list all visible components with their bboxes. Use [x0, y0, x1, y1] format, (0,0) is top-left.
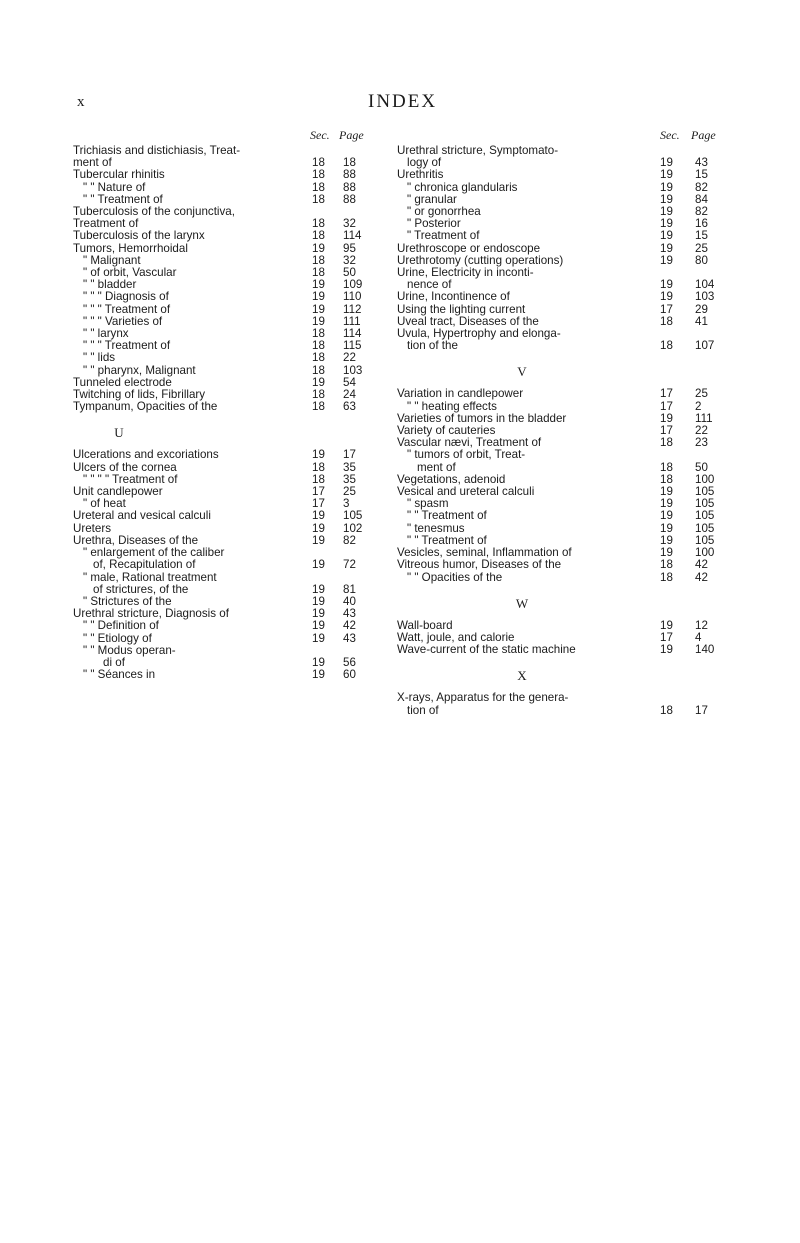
- entry-text: Urethroscope or endoscope: [397, 241, 541, 255]
- entry-page: 17: [343, 448, 356, 462]
- index-entry: [397, 449, 735, 461]
- entry-text: di of: [103, 655, 125, 669]
- right-column: [397, 128, 735, 717]
- entry-text: " " larynx: [83, 327, 129, 341]
- entry-page: 80: [695, 253, 708, 267]
- entry-section: 19: [660, 411, 673, 425]
- index-entry: [397, 510, 735, 522]
- entry-text: " tenesmus: [407, 521, 465, 535]
- entry-section: 19: [312, 607, 325, 621]
- entry-page: 25: [695, 387, 708, 401]
- entry-page: 41: [695, 314, 708, 328]
- entry-text: " chronica glandularis: [407, 180, 518, 194]
- entry-page: 82: [343, 533, 356, 547]
- entry-page: 88: [343, 192, 356, 206]
- entry-text: nence of: [407, 278, 452, 292]
- entry-text: " granular: [407, 192, 457, 206]
- entry-page: 40: [343, 594, 356, 608]
- entry-text: of, Recapitulation of: [93, 558, 196, 572]
- entry-page: 102: [343, 521, 363, 535]
- entry-page: 110: [343, 290, 362, 304]
- entry-text: " " " Varieties of: [83, 314, 163, 328]
- entry-page: 35: [343, 472, 356, 486]
- section-letter: V: [517, 364, 527, 380]
- entry-section: 19: [312, 509, 325, 523]
- entry-text: Ureters: [73, 521, 112, 535]
- entry-section: 18: [312, 351, 325, 365]
- entry-section: 18: [312, 363, 325, 377]
- entry-page: 15: [695, 168, 708, 182]
- entry-section: 19: [312, 619, 325, 633]
- index-entry: [73, 243, 409, 255]
- index-entry: [397, 340, 735, 352]
- entry-text: " " Séances in: [83, 668, 156, 682]
- entry-text: Urine, Electricity in inconti-: [397, 266, 534, 280]
- entry-page: 104: [695, 278, 715, 292]
- entry-text: ment of: [73, 156, 112, 170]
- entry-section: 19: [660, 290, 673, 304]
- entry-page: 18: [343, 156, 356, 170]
- entry-page: 29: [695, 302, 708, 316]
- entry-page: 63: [343, 400, 356, 414]
- entry-page: 25: [343, 485, 356, 499]
- entry-section: 19: [660, 533, 673, 547]
- entry-page: 56: [343, 655, 356, 669]
- entry-page: 107: [695, 339, 715, 353]
- page-title: INDEX: [368, 91, 438, 112]
- entry-text: " " Modus operan-: [83, 643, 176, 657]
- entry-section: 18: [660, 472, 673, 486]
- entry-section: 19: [312, 582, 325, 596]
- entry-text: " " Definition of: [83, 619, 159, 633]
- entry-text: Urethral stricture, Diagnosis of: [73, 607, 229, 621]
- entry-page: 105: [695, 485, 715, 499]
- entry-page: 109: [343, 278, 363, 292]
- index-entry: [397, 243, 735, 255]
- entry-text: " " Treatment of: [407, 533, 487, 547]
- entry-page: 100: [695, 546, 715, 560]
- entry-section: 18: [312, 217, 325, 231]
- entry-page: 72: [343, 558, 356, 572]
- entry-page: 32: [343, 217, 356, 231]
- left-entries: [73, 145, 409, 681]
- entry-section: 19: [312, 631, 325, 645]
- entry-section: 18: [660, 339, 673, 353]
- entry-section: 18: [312, 229, 325, 243]
- entry-section: 19: [312, 241, 325, 255]
- entry-text: Urethral stricture, Symptomato-: [397, 144, 559, 157]
- page-heading: Page: [691, 128, 716, 142]
- entry-section: 18: [312, 460, 325, 474]
- entry-text: logy of: [407, 156, 442, 170]
- entry-page: 24: [343, 388, 356, 402]
- entry-text: Varieties of tumors in the bladder: [397, 411, 567, 425]
- entry-page: 82: [695, 180, 708, 194]
- entry-text: " " Treatment of: [83, 192, 163, 206]
- index-entry: [73, 169, 409, 181]
- entry-page: 111: [695, 411, 713, 425]
- entry-section: 19: [660, 643, 673, 657]
- entry-section: 19: [660, 229, 673, 243]
- entry-section: 17: [660, 630, 673, 644]
- entry-section: 19: [660, 497, 673, 511]
- index-entry: [73, 669, 409, 681]
- entry-text: Tuberculosis of the larynx: [73, 229, 205, 243]
- entry-page: 3: [343, 497, 350, 511]
- entry-page: 22: [695, 424, 708, 438]
- entry-text: Treatment of: [73, 217, 139, 231]
- sec-heading: Sec.: [660, 128, 680, 142]
- index-entry: [73, 230, 409, 242]
- entry-page: 105: [343, 509, 363, 523]
- entry-section: 19: [312, 314, 325, 328]
- entry-text: " " Treatment of: [407, 509, 487, 523]
- index-entry: [73, 291, 409, 303]
- entry-page: 88: [343, 168, 356, 182]
- entry-page: 95: [343, 241, 356, 255]
- entry-section: 19: [660, 253, 673, 267]
- index-entry: [397, 644, 735, 656]
- index-entry: [397, 388, 735, 400]
- column-header: [73, 128, 409, 145]
- section-letter: U: [114, 425, 124, 441]
- entry-section: 18: [312, 253, 325, 267]
- entry-page: 103: [695, 290, 715, 304]
- entry-page: 42: [695, 570, 708, 584]
- entry-section: 19: [312, 655, 325, 669]
- entry-page: 114: [343, 327, 362, 341]
- sec-heading: Sec.: [310, 128, 330, 142]
- section-letter: X: [517, 668, 527, 684]
- entry-text: Ulcers of the cornea: [73, 460, 177, 474]
- index-entry: [397, 169, 735, 181]
- right-entries: [397, 145, 735, 717]
- entry-text: X-rays, Apparatus for the genera-: [397, 691, 569, 705]
- entry-text: Vesical and ureteral calculi: [397, 485, 535, 499]
- entry-text: Watt, joule, and calorie: [397, 630, 515, 644]
- entry-text: Using the lighting current: [397, 302, 526, 316]
- entry-text: " " " Diagnosis of: [83, 290, 169, 304]
- entry-section: 18: [312, 180, 325, 194]
- index-entry: [73, 145, 409, 157]
- entry-text: " enlargement of the caliber: [83, 546, 225, 560]
- entry-text: Unit candlepower: [73, 485, 163, 499]
- entry-section: 18: [660, 558, 673, 572]
- index-entry: [397, 705, 735, 717]
- entry-section: 18: [312, 388, 325, 402]
- entry-text: Tympanum, Opacities of the: [73, 400, 218, 414]
- entry-section: 18: [312, 266, 325, 280]
- entry-page: 84: [695, 192, 708, 206]
- entry-text: Urethritis: [397, 168, 444, 182]
- entry-section: 19: [660, 217, 673, 231]
- entry-section: 19: [312, 290, 325, 304]
- left-column: [73, 128, 409, 681]
- entry-page: 43: [343, 631, 356, 645]
- entry-text: Trichiasis and distichiasis, Treat-: [73, 144, 241, 157]
- entry-section: 19: [312, 533, 325, 547]
- entry-page: 100: [695, 472, 715, 486]
- entry-page: 23: [695, 436, 708, 450]
- entry-page: 42: [343, 619, 356, 633]
- entry-section: 18: [312, 400, 325, 414]
- entry-page: 15: [695, 229, 708, 243]
- entry-text: Wall-board: [397, 618, 453, 632]
- entry-page: 88: [343, 180, 356, 194]
- entry-page: 54: [343, 375, 356, 389]
- entry-section: 19: [660, 509, 673, 523]
- entry-text: Vesicles, seminal, Inflammation of: [397, 546, 572, 560]
- entry-text: " " pharynx, Malignant: [83, 363, 196, 377]
- entry-section: 18: [312, 156, 325, 170]
- entry-text: Vegetations, adenoid: [397, 472, 506, 486]
- entry-text: " spasm: [407, 497, 449, 511]
- entry-text: tion of: [407, 703, 439, 717]
- entry-text: " " Opacities of the: [407, 570, 503, 584]
- entry-text: Twitching of lids, Fibrillary: [73, 388, 206, 402]
- index-entry: [397, 145, 735, 157]
- entry-text: Uveal tract, Diseases of the: [397, 314, 539, 328]
- entry-page: 115: [343, 339, 362, 353]
- entry-text: " Strictures of the: [83, 594, 172, 608]
- entry-text: Ulcerations and excoriations: [73, 448, 219, 462]
- index-entry: [397, 559, 735, 571]
- section-letter: W: [515, 595, 529, 611]
- entry-text: ment of: [417, 460, 456, 474]
- entry-text: " " bladder: [83, 278, 137, 292]
- entry-section: 18: [660, 436, 673, 450]
- entry-section: 17: [660, 399, 673, 413]
- entry-page: 16: [695, 217, 708, 231]
- entry-section: 17: [312, 485, 325, 499]
- entry-text: Ureteral and vesical calculi: [73, 509, 211, 523]
- page-heading: Page: [339, 128, 364, 142]
- entry-section: 17: [660, 302, 673, 316]
- entry-text: " " " Treatment of: [83, 339, 171, 353]
- entry-page: 140: [695, 643, 715, 657]
- entry-page: 50: [695, 460, 708, 474]
- entry-text: Urine, Incontinence of: [397, 290, 510, 304]
- index-entry: [73, 182, 409, 194]
- entry-text: Wave-current of the static machine: [397, 643, 576, 657]
- index-entry: [397, 572, 735, 584]
- entry-section: 19: [660, 521, 673, 535]
- entry-page: 105: [695, 521, 715, 535]
- index-entry: [73, 449, 409, 461]
- entry-text: Tubercular rhinitis: [73, 168, 165, 182]
- entry-section: 18: [312, 192, 325, 206]
- entry-section: 19: [312, 448, 325, 462]
- entry-page: 17: [695, 703, 708, 717]
- entry-text: " " Etiology of: [83, 631, 152, 645]
- index-entry: [397, 230, 735, 242]
- entry-page: 22: [343, 351, 356, 365]
- entry-page: 42: [695, 558, 708, 572]
- index-entry: [73, 401, 409, 413]
- entry-text: " " Nature of: [83, 180, 146, 194]
- entry-page: 25: [695, 241, 708, 255]
- entry-text: " of orbit, Vascular: [83, 266, 177, 280]
- entry-page: 32: [343, 253, 356, 267]
- index-entry: [73, 510, 409, 522]
- entry-section: 19: [660, 485, 673, 499]
- entry-text: Urethra, Diseases of the: [73, 533, 199, 547]
- entry-text: " tumors of orbit, Treat-: [407, 448, 526, 462]
- entry-text: " Malignant: [83, 253, 141, 267]
- entry-text: " Posterior: [407, 217, 461, 231]
- entry-section: 19: [660, 180, 673, 194]
- entry-page: 2: [695, 399, 702, 413]
- entry-section: 19: [660, 205, 673, 219]
- entry-text: Variation in candlepower: [397, 387, 524, 401]
- entry-text: " " " " Treatment of: [83, 472, 178, 486]
- entry-section: 19: [312, 375, 325, 389]
- index-entry: [397, 182, 735, 194]
- entry-section: 19: [312, 302, 325, 316]
- entry-section: 18: [660, 570, 673, 584]
- index-entry: [73, 572, 409, 584]
- entry-page: 60: [343, 668, 356, 682]
- index-entry: [73, 633, 409, 645]
- entry-text: Vitreous humor, Diseases of the: [397, 558, 562, 572]
- entry-text: " " " Treatment of: [83, 302, 171, 316]
- entry-text: " or gonorrhea: [407, 205, 481, 219]
- entry-section: 17: [312, 497, 325, 511]
- page-number: x: [77, 94, 86, 110]
- entry-section: 19: [660, 546, 673, 560]
- entry-page: 105: [695, 509, 715, 523]
- entry-text: Vascular nævi, Treatment of: [397, 436, 542, 450]
- entry-section: 18: [312, 339, 325, 353]
- entry-page: 103: [343, 363, 363, 377]
- entry-section: 18: [660, 460, 673, 474]
- entry-section: 19: [660, 241, 673, 255]
- entry-section: 18: [312, 472, 325, 486]
- index-entry: [397, 157, 735, 169]
- entry-text: Tumors, Hemorrhoidal: [73, 241, 188, 255]
- index-entry: [73, 304, 409, 316]
- entry-text: " Treatment of: [407, 229, 480, 243]
- entry-section: 17: [660, 387, 673, 401]
- entry-text: Tuberculosis of the conjunctiva,: [73, 205, 235, 219]
- column-header: [397, 128, 735, 145]
- entry-page: 43: [695, 156, 708, 170]
- entry-section: 19: [660, 618, 673, 632]
- entry-page: 105: [695, 497, 715, 511]
- entry-page: 111: [343, 314, 361, 328]
- entry-text: tion of the: [407, 339, 458, 353]
- entry-section: 19: [660, 192, 673, 206]
- entry-section: 19: [312, 594, 325, 608]
- entry-text: Uvula, Hypertrophy and elonga-: [397, 327, 561, 341]
- entry-section: 18: [660, 314, 673, 328]
- entry-text: of strictures, of the: [93, 582, 189, 596]
- entry-text: Urethrotomy (cutting operations): [397, 253, 564, 267]
- index-entry: [73, 559, 409, 571]
- entry-section: 18: [312, 327, 325, 341]
- entry-text: " " lids: [83, 351, 116, 365]
- entry-text: " male, Rational treatment: [83, 570, 217, 584]
- entry-page: 82: [695, 205, 708, 219]
- index-entry: [397, 304, 735, 316]
- index-entry: [73, 352, 409, 364]
- entry-section: 19: [312, 521, 325, 535]
- entry-section: 17: [660, 424, 673, 438]
- entry-page: 12: [695, 618, 708, 632]
- entry-section: 19: [312, 668, 325, 682]
- entry-text: Tunneled electrode: [73, 375, 172, 389]
- entry-section: 19: [660, 156, 673, 170]
- entry-page: 112: [343, 302, 362, 316]
- index-entry: [73, 340, 409, 352]
- entry-section: 18: [660, 703, 673, 717]
- entry-section: 19: [312, 278, 325, 292]
- index-entry: [397, 692, 735, 704]
- entry-section: 18: [312, 168, 325, 182]
- entry-section: 19: [660, 168, 673, 182]
- entry-page: 43: [343, 607, 356, 621]
- entry-page: 4: [695, 630, 702, 644]
- entry-page: 114: [343, 229, 362, 243]
- entry-text: Variety of cauteries: [397, 424, 496, 438]
- index-entry: [73, 620, 409, 632]
- index-entry: [397, 291, 735, 303]
- entry-section: 19: [312, 558, 325, 572]
- entry-text: " " heating effects: [407, 399, 497, 413]
- entry-text: " of heat: [83, 497, 126, 511]
- entry-page: 81: [343, 582, 356, 596]
- entry-section: 19: [660, 278, 673, 292]
- entry-page: 35: [343, 460, 356, 474]
- entry-page: 105: [695, 533, 715, 547]
- entry-page: 50: [343, 266, 356, 280]
